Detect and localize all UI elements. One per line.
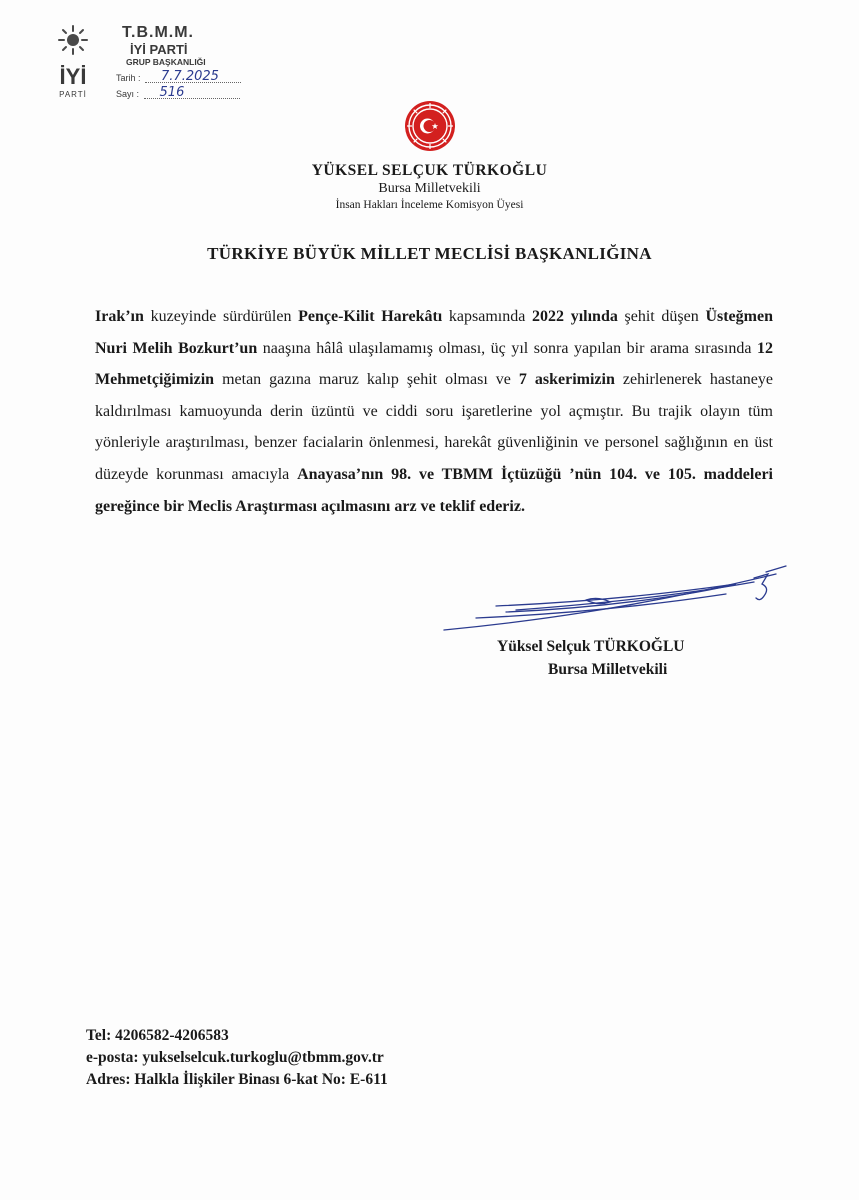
svg-text:PARTİ: PARTİ (59, 90, 87, 99)
body-segment: metan gazına maruz kalıp şehit olması ve (214, 371, 519, 389)
body-segment: kapsamında (442, 308, 533, 325)
body-segment: zehirlenerek hastaneye kaldırılması kamuoyunda derin üzüntü ve ciddi soru işaretlerine yol açmıştır. Bu trajik olayın tüm yönleriyle araştırılması, benzer facialarin önlenmesi, harekât güvenliğinin ve personel sağlığının en üst düzeyde korunması amacıyla (95, 371, 774, 483)
sender-name: YÜKSEL SELÇUK TÜRKOĞLU (311, 162, 548, 179)
stamp-number-row (116, 87, 240, 99)
tbmm-emblem (404, 100, 456, 152)
footer-phone: Tel: 4206582-4206583 (86, 1027, 229, 1044)
stamp-number-value: 516 (159, 85, 185, 100)
svg-text:İYİ: İYİ (59, 64, 87, 89)
signature-role: Bursa Milletvekili (548, 661, 668, 678)
footer-email: e-posta: yukselselcuk.turkoglu@tbmm.gov.tr (86, 1049, 384, 1066)
contact-footer (86, 1025, 388, 1091)
body-segment: 2022 yılında (532, 308, 618, 325)
signature-name: Yüksel Selçuk TÜRKOĞLU (497, 638, 685, 655)
body-segment: 12 Mehmetçiğimizin (95, 339, 773, 389)
body-segment: naaşına hâlâ ulaşılamamış olması, üç yıl sonra yapılan bir arama sırasında (257, 339, 757, 357)
stamp-number-label: Sayı : (116, 89, 140, 99)
stamp-date-label: Tarih : (116, 73, 141, 83)
stamp-tbmm: T.B.M.M. (122, 24, 194, 41)
stamp-party: İYİ PARTİ (130, 42, 188, 57)
body-segment: kuzeyinde sürdürülen (143, 308, 299, 325)
sender-role: Bursa Milletvekili (378, 181, 481, 196)
stamp-date-row (116, 71, 241, 83)
stamp-group: GRUP BAŞKANLIĞI (126, 57, 206, 67)
document-title: TÜRKİYE BÜYÜK MİLLET MECLİSİ BAŞKANLIĞINA (207, 244, 652, 263)
body-segment: Pençe-Kilit Harekâtı (298, 308, 443, 325)
handwritten-signature (436, 564, 796, 640)
party-stamp (50, 22, 240, 102)
sender-committee: İnsan Hakları İnceleme Komisyon Üyesi (335, 199, 524, 211)
body-segment: şehit düşen (617, 308, 706, 325)
body-segment: 7 askerimizin (518, 371, 615, 389)
body-segment: Üsteğmen Nuri Melih Bozkurt’un (95, 308, 773, 357)
iyi-party-logo (50, 22, 96, 100)
body-paragraph (95, 301, 773, 522)
stamp-date-value: 7.7.2025 (161, 69, 219, 84)
footer-address: Adres: Halkla İlişkiler Binası 6-kat No: E-611 (86, 1071, 388, 1088)
body-segment: Anayasa’nın 98. ve TBMM İçtüzüğü ’nün 104. ve 105. maddeleri gereğince bir Meclis Araştırması açılmasını arz ve teklif ederiz. (95, 465, 774, 515)
body-segment: Irak’ın (95, 308, 144, 325)
